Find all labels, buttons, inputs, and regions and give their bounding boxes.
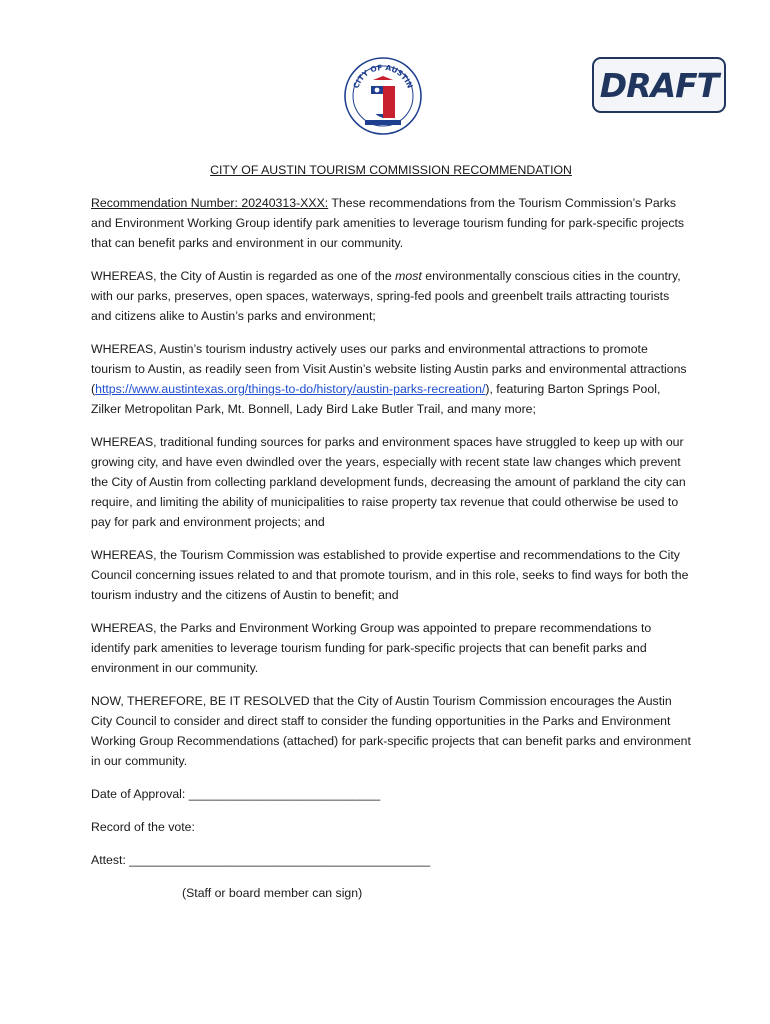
draft-badge [592, 57, 726, 113]
draft-label: DRAFT [599, 65, 719, 105]
staff-signature-note: (Staff or board member can sign) [182, 886, 363, 900]
whereas-1-text-end: environmentally conscious cities in the country, with our parks, preserves, open spaces, waterways, spring-fed pools and greenbelt trails attracting tourists and citizens alike to Austin’s parks and environment; [91, 269, 681, 323]
record-of-vote-line: Record of the vote: [91, 820, 195, 834]
recommendation-text: These recommendations from the Tourism Commission’s Parks and Environment Working Group identify park amenities to leverage tourism funding for park-specific projects that can benefit parks and environment in our community. [91, 196, 685, 250]
recommendation-paragraph [91, 193, 691, 253]
whereas-1-text: WHEREAS, the City of Austin is regarded as one of the [91, 269, 396, 283]
whereas-paragraph-4: WHEREAS, the Tourism Commission was established to provide expertise and recommendations to the City Council concerning issues related to and that promote tourism, and in this role, seeks to find ways for both the tourism industry and the citizens of Austin to benefit; and [91, 548, 689, 602]
visit-austin-link[interactable]: https://www.austintexas.org/things-to-do/history/austin-parks-recreation/ [95, 382, 486, 396]
whereas-2-text-end: ), featuring Barton Springs Pool, Zilker Metropolitan Park, Mt. Bonnell, Lady Bird Lake Butler Trail, and many more; [91, 382, 661, 416]
resolved-paragraph: NOW, THEREFORE, BE IT RESOLVED that the City of Austin Tourism Commission encourages the Austin City Council to consider and direct staff to consider the funding opportunities in the Parks and Environment Working Group Recommendations (attached) for park-specific projects that can benefit parks and environment in our community. [91, 694, 691, 768]
whereas-paragraph-5: WHEREAS, the Parks and Environment Working Group was appointed to prepare recommendations to identify park amenities to leverage tourism funding for park-specific projects that can benefit parks and environment in our community. [91, 621, 652, 675]
whereas-1-emphasis: most [395, 269, 422, 283]
attest-line: Attest: ____________________________________________ [91, 853, 431, 867]
document-body [91, 160, 691, 916]
whereas-paragraph-3: WHEREAS, traditional funding sources for parks and environment spaces have struggled to keep up with our growing city, and have even dwindled over the years, especially with recent state law changes which prevent the City of Austin from collecting parkland development funds, decreasing the amount of parkland the city can require, and limiting the ability of municipalities to raise property tax revenue that could otherwise be used to pay for park and environment projects; and [91, 435, 686, 529]
date-of-approval-line: Date of Approval: ____________________________ [91, 787, 381, 801]
whereas-paragraph-1 [91, 266, 691, 326]
svg-text:CITY OF AUSTIN: CITY OF AUSTIN [351, 62, 415, 90]
document-title: CITY OF AUSTIN TOURISM COMMISSION RECOMMENDATION [210, 163, 572, 177]
city-seal-icon [343, 56, 423, 136]
whereas-paragraph-2 [91, 339, 691, 419]
whereas-2-text: WHEREAS, Austin’s tourism industry actively uses our parks and environmental attractions to promote tourism to Austin, as readily seen from Visit Austin’s website listing Austin parks and environmental attractions ( [91, 342, 687, 396]
recommendation-number: Recommendation Number: 20240313-XXX: [91, 196, 329, 210]
